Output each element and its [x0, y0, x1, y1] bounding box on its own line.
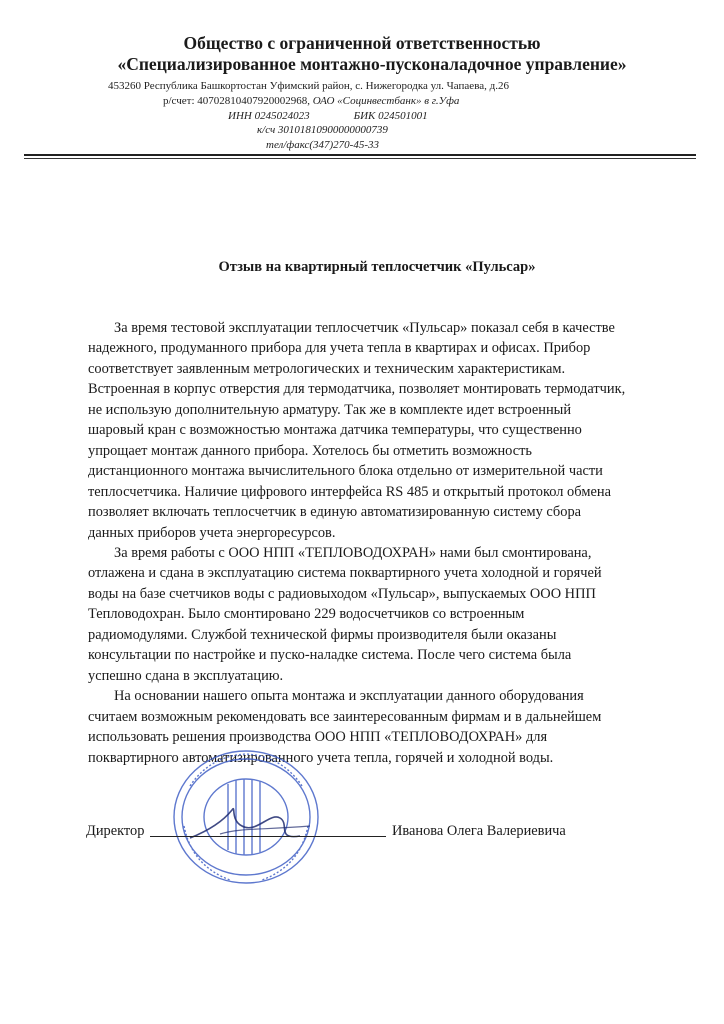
signatory-title: Директор [86, 823, 145, 839]
body-line: За время тестовой эксплуатации теплосчетчик «Пульсар» показал себя в качестве [114, 320, 615, 336]
bik: БИК 024501001 [353, 110, 428, 122]
tax-id-line [228, 110, 428, 123]
organization-name-line1: Общество с ограниченной ответственностью [183, 33, 541, 53]
header-divider-thick [24, 154, 696, 156]
body-line: отлажена и сдана в эксплуатацию система поквартирного учета холодной и горячей [88, 565, 602, 582]
body-line: позволяет включать теплосчетчик в единую автоматизированную систему сбора [88, 504, 582, 521]
body-line: упрощает монтаж данного прибора. Хотелось бы отметить возможность [88, 442, 532, 459]
phone-fax: тел/факс(347)270-45-33 [266, 139, 379, 151]
inn: ИНН 0245024023 [228, 110, 310, 122]
body-line: консультации по настройке и пуско-наладке система. После чего система была [88, 647, 572, 664]
body-line: теплосчетчика. Наличие цифрового интерфейса RS 485 и открытый протокол обмена [88, 483, 612, 500]
body-line: поквартирного автоматизированного учета тепла, горячей и холодной воды. [88, 749, 554, 766]
signature-line [150, 836, 386, 837]
bank-name: ОАО «Социнвестбанк» в г.Уфа [312, 95, 460, 107]
body-line: не использую дополнительную арматуру. Так же в комплекте идет встроенный [88, 401, 572, 418]
body-line: воды на базе счетчиков воды с радиовыходом «Пульсар», выпускаемых ООО НПП [88, 585, 596, 602]
body-line: надежного, продуманного прибора для учета тепла в квартирах и офисах. Прибор [88, 340, 591, 357]
body-line: успешно сдана в эксплуатацию. [88, 667, 284, 684]
body-line: данных приборов учета энергоресурсов. [88, 524, 336, 541]
organization-address: 453260 Республика Башкортостан Уфимский район, с. Нижегородка ул. Чапаева, д.26 [108, 80, 509, 92]
director-signature [180, 790, 320, 860]
body-line: Встроенная в корпус отверстия для термодатчика, позволяет монтировать термодатчик, [88, 381, 626, 398]
body-line: соответствует заявленным метрологических и техническим характеристикам. [88, 360, 566, 377]
body-line: Тепловодохран. Было смонтировано 229 водосчетчиков со встроенным [88, 606, 525, 623]
account-number: р/счет: 40702810407920002968, [163, 95, 310, 107]
body-line: шаровый кран с возможностью монтажа датчика температуры, что существенно [88, 422, 582, 439]
body-line: использовать решения производства ООО НПП «ТЕПЛОВОДОХРАН» для [88, 729, 548, 746]
body-line: радиомодулями. Службой технической фирмы производителя были оказаны [88, 626, 557, 643]
document-title: Отзыв на квартирный теплосчетчик «Пульсар» [218, 259, 536, 275]
body-line: За время работы с ООО НПП «ТЕПЛОВОДОХРАН» нами был смонтирована, [114, 544, 592, 561]
organization-name-line2: «Специализированное монтажно-пусконаладочное управление» [117, 54, 627, 74]
body-line: считаем возможным рекомендовать все заинтересованным фирмам и в дальнейшем [88, 708, 602, 725]
header-divider-thin [24, 158, 696, 159]
body-line: дистанционного монтажа вычислительного блока отдельно от измерительной части [88, 463, 603, 480]
correspondent-account: к/сч 30101810900000000739 [257, 124, 388, 136]
body-line: На основании нашего опыта монтажа и эксплуатации данного оборудования [114, 688, 584, 705]
letter-body [88, 318, 625, 768]
signatory-name: Иванова Олега Валериевича [392, 823, 566, 839]
bank-account-line [163, 95, 459, 108]
